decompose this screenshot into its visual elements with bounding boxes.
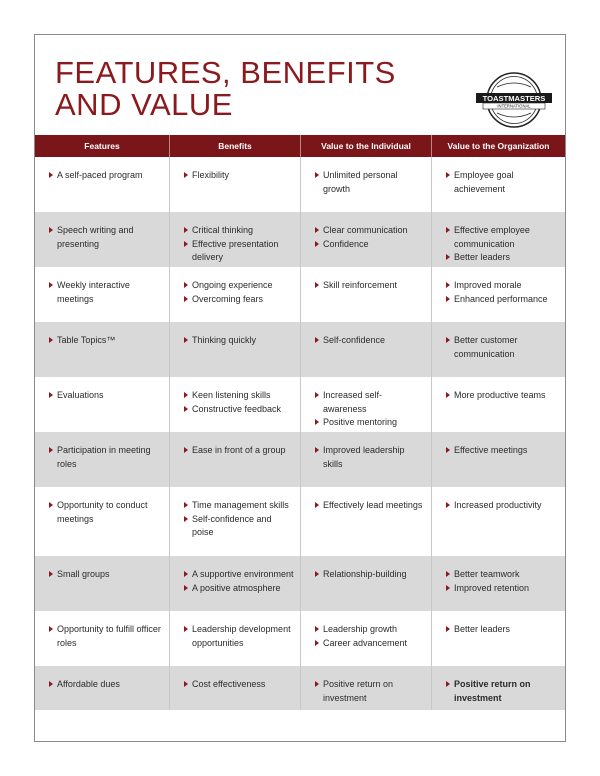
cell-benefits: [170, 556, 301, 611]
list-item: Improved leadership skills: [315, 444, 425, 471]
table-row: [35, 432, 565, 487]
header-benefits: Benefits: [170, 135, 301, 157]
list-item: Confidence: [315, 238, 425, 252]
cell-value-individual: [301, 487, 432, 556]
list-item: Better customer communication: [446, 334, 559, 361]
list-item: Effective meetings: [446, 444, 559, 458]
cell-benefits: [170, 267, 301, 322]
cell-benefits: [170, 157, 301, 212]
page-title: [55, 57, 396, 121]
header-value-individual: Value to the Individual: [301, 135, 432, 157]
cell-value-organization: [432, 556, 565, 611]
list-item: Keen listening skills: [184, 389, 294, 403]
list-item: Effective presentation delivery: [184, 238, 294, 265]
cell-value-organization: [432, 322, 565, 377]
list-item: Effective employee communication: [446, 224, 559, 251]
cell-features: [35, 432, 170, 487]
list-item: Better leaders: [446, 623, 559, 637]
list-item: Affordable dues: [49, 678, 163, 692]
cell-value-organization: [432, 377, 565, 432]
cell-features: [35, 611, 170, 666]
list-item: Increased self-awareness: [315, 389, 425, 416]
logo-text: TOASTMASTERS: [482, 94, 546, 103]
table-body: [35, 157, 565, 710]
list-item: Speech writing and presenting: [49, 224, 163, 251]
cell-features: [35, 322, 170, 377]
cell-benefits: [170, 377, 301, 432]
cell-value-individual: [301, 212, 432, 267]
list-item: Positive return on investment: [446, 678, 559, 705]
list-item: Participation in meeting roles: [49, 444, 163, 471]
header-features: Features: [35, 135, 170, 157]
list-item: Self-confidence and poise: [184, 513, 294, 540]
list-item: Evaluations: [49, 389, 163, 403]
table-row: [35, 556, 565, 611]
list-item: Thinking quickly: [184, 334, 294, 348]
header-value-organization: Value to the Organization: [447, 141, 550, 151]
title-line-1: FEATURES, BENEFITS: [55, 55, 396, 90]
toastmasters-logo: [475, 71, 553, 129]
cell-benefits: [170, 611, 301, 666]
list-item: Critical thinking: [184, 224, 294, 238]
list-item: Increased productivity: [446, 499, 559, 513]
list-item: A self-paced program: [49, 169, 163, 183]
list-item: Weekly interactive meetings: [49, 279, 163, 306]
cell-value-organization: [432, 666, 565, 710]
list-item: Leadership growth: [315, 623, 425, 637]
cell-benefits: [170, 666, 301, 710]
list-item: Table Topics™: [49, 334, 163, 348]
list-item: Positive return on investment: [315, 678, 425, 705]
list-item: A positive atmosphere: [184, 582, 294, 596]
cell-value-organization: [432, 212, 565, 267]
table-row: [35, 611, 565, 666]
list-item: Opportunity to conduct meetings: [49, 499, 163, 526]
list-item: Improved morale: [446, 279, 559, 293]
cell-value-individual: [301, 556, 432, 611]
cell-value-individual: [301, 611, 432, 666]
table-row: [35, 267, 565, 322]
list-item: Effectively lead meetings: [315, 499, 425, 513]
cell-features: [35, 267, 170, 322]
cell-value-individual: [301, 666, 432, 710]
list-item: Improved retention: [446, 582, 559, 596]
table-row: [35, 666, 565, 710]
cell-features: [35, 377, 170, 432]
list-item: Constructive feedback: [184, 403, 294, 417]
list-item: Flexibility: [184, 169, 294, 183]
cell-value-individual: [301, 432, 432, 487]
document-page: [34, 34, 566, 742]
table-row: [35, 487, 565, 556]
cell-value-individual: [301, 267, 432, 322]
cell-value-individual: [301, 322, 432, 377]
cell-value-organization: [432, 267, 565, 322]
table-header: [35, 135, 565, 157]
cell-value-individual: [301, 157, 432, 212]
list-item: Clear communication: [315, 224, 425, 238]
cell-value-organization: [432, 611, 565, 666]
list-item: Leadership development opportunities: [184, 623, 294, 650]
cell-benefits: [170, 487, 301, 556]
cell-features: [35, 212, 170, 267]
title-line-2: AND VALUE: [55, 87, 233, 122]
features-table: [35, 135, 565, 710]
cell-features: [35, 666, 170, 710]
list-item: Enhanced performance: [446, 293, 559, 307]
list-item: Better leaders: [446, 251, 559, 265]
table-row: [35, 212, 565, 267]
list-item: Career advancement: [315, 637, 425, 651]
list-item: Small groups: [49, 568, 163, 582]
cell-benefits: [170, 322, 301, 377]
table-row: [35, 377, 565, 432]
list-item: Unlimited personal growth: [315, 169, 425, 196]
list-item: Relationship-building: [315, 568, 425, 582]
list-item: Opportunity to fulfill officer roles: [49, 623, 163, 650]
list-item: More productive teams: [446, 389, 559, 403]
cell-benefits: [170, 432, 301, 487]
cell-value-organization: [432, 432, 565, 487]
list-item: Overcoming fears: [184, 293, 294, 307]
table-row: [35, 157, 565, 212]
list-item: Ease in front of a group: [184, 444, 294, 458]
list-item: Self-confidence: [315, 334, 425, 348]
cell-features: [35, 487, 170, 556]
cell-value-individual: [301, 377, 432, 432]
cell-features: [35, 157, 170, 212]
list-item: Cost effectiveness: [184, 678, 294, 692]
cell-benefits: [170, 212, 301, 267]
list-item: Time management skills: [184, 499, 294, 513]
list-item: Better teamwork: [446, 568, 559, 582]
list-item: Positive mentoring: [315, 416, 425, 430]
list-item: Skill reinforcement: [315, 279, 425, 293]
list-item: Ongoing experience: [184, 279, 294, 293]
list-item: Employee goal achievement: [446, 169, 559, 196]
list-item: A supportive environment: [184, 568, 294, 582]
logo-subtext: INTERNATIONAL: [497, 103, 531, 109]
cell-value-organization: [432, 157, 565, 212]
cell-features: [35, 556, 170, 611]
table-row: [35, 322, 565, 377]
cell-value-organization: [432, 487, 565, 556]
